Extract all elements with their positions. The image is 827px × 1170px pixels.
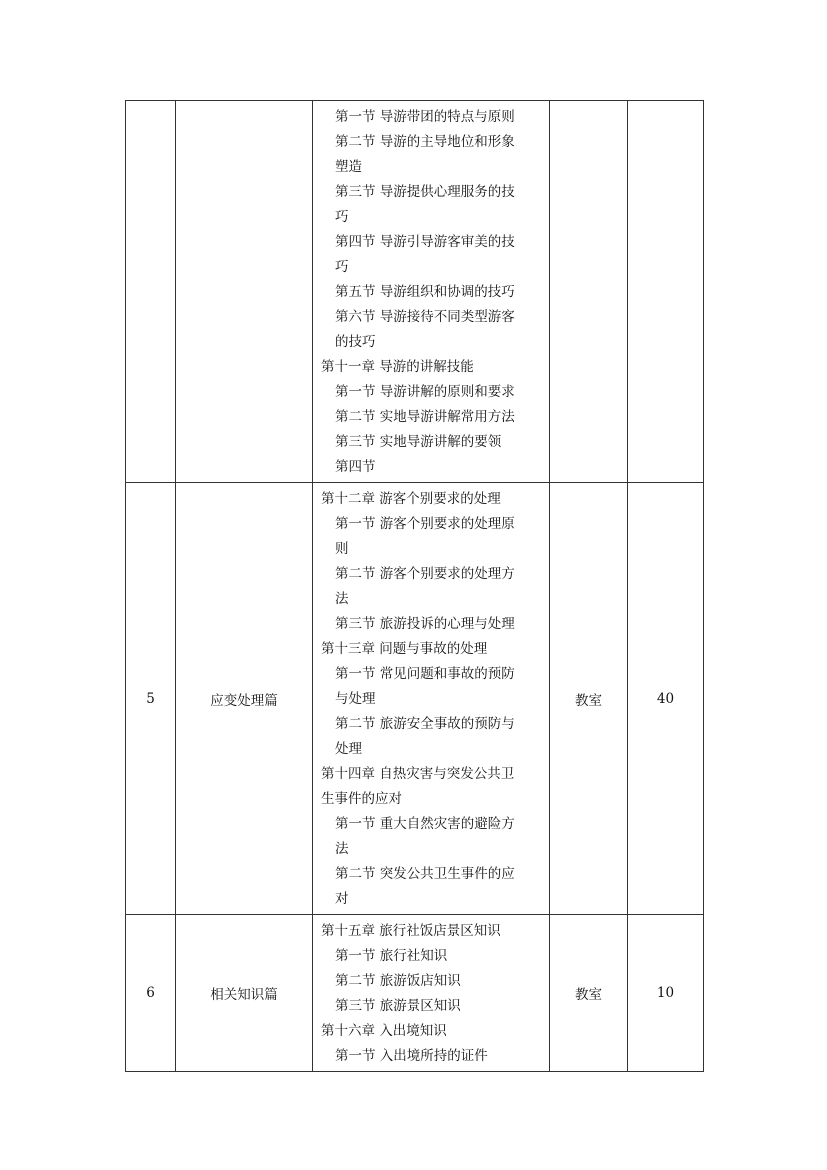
continuation-line: 塑造 bbox=[335, 159, 362, 175]
chapter-line: 第十四章 自热灾害与突发公共卫 bbox=[321, 766, 515, 782]
hours-cell: 10 bbox=[628, 915, 704, 1072]
chapter-line: 第十六章 入出境知识 bbox=[321, 1023, 447, 1039]
continuation-line: 与处理 bbox=[335, 691, 376, 707]
syllabus-table-body bbox=[126, 101, 704, 1072]
section-line: 第二节 突发公共卫生事件的应 bbox=[335, 866, 515, 882]
section-line: 第四节 导游引导游客审美的技 bbox=[335, 234, 515, 250]
chapter-line: 第十五章 旅行社饭店景区知识 bbox=[321, 923, 501, 939]
section-line: 第二节 旅游饭店知识 bbox=[335, 973, 461, 989]
section-line: 第一节 游客个别要求的处理原 bbox=[335, 516, 515, 532]
section-line: 第一节 旅行社知识 bbox=[335, 948, 448, 964]
continuation-line: 巧 bbox=[335, 259, 349, 275]
section-line: 第三节 导游提供心理服务的技 bbox=[335, 184, 515, 200]
chapter-line: 第十二章 游客个别要求的处理 bbox=[321, 491, 501, 507]
chapter-line: 第十一章 导游的讲解技能 bbox=[321, 359, 474, 375]
section-line: 第一节 常见问题和事故的预防 bbox=[335, 666, 515, 682]
section-line: 第三节 旅游投诉的心理与处理 bbox=[335, 616, 515, 632]
section-line: 第六节 导游接待不同类型游客 bbox=[335, 309, 515, 325]
section-line: 第三节 旅游景区知识 bbox=[335, 998, 461, 1014]
section-line: 第四节 bbox=[335, 459, 376, 475]
unit-name-cell bbox=[176, 101, 313, 483]
section-line: 第三节 实地导游讲解的要领 bbox=[335, 434, 502, 450]
section-line: 第一节 入出境所持的证件 bbox=[335, 1048, 488, 1064]
chapter-line: 生事件的应对 bbox=[321, 791, 402, 807]
table-row bbox=[126, 101, 704, 483]
continuation-line: 巧 bbox=[335, 209, 349, 225]
row-number-cell: 6 bbox=[126, 915, 176, 1072]
content-cell bbox=[313, 915, 550, 1072]
section-line: 第一节 重大自然灾害的避险方 bbox=[335, 816, 515, 832]
syllabus-table bbox=[125, 100, 704, 1072]
location-cell: 教室 bbox=[550, 483, 628, 915]
row-number-cell: 5 bbox=[126, 483, 176, 915]
section-line: 第二节 实地导游讲解常用方法 bbox=[335, 409, 515, 425]
hours-cell: 40 bbox=[628, 483, 704, 915]
continuation-line: 处理 bbox=[335, 741, 362, 757]
continuation-line: 的技巧 bbox=[335, 334, 376, 350]
chapter-line: 第十三章 问题与事故的处理 bbox=[321, 641, 488, 657]
continuation-line: 对 bbox=[335, 891, 349, 907]
section-line: 第二节 旅游安全事故的预防与 bbox=[335, 716, 515, 732]
location-cell: 教室 bbox=[550, 915, 628, 1072]
section-line: 第二节 游客个别要求的处理方 bbox=[335, 566, 515, 582]
section-line: 第五节 导游组织和协调的技巧 bbox=[335, 284, 515, 300]
section-line: 第一节 导游讲解的原则和要求 bbox=[335, 384, 515, 400]
section-line: 第一节 导游带团的特点与原则 bbox=[335, 109, 515, 125]
hours-cell bbox=[628, 101, 704, 483]
content-cell bbox=[313, 101, 550, 483]
continuation-line: 则 bbox=[335, 541, 349, 557]
unit-name-cell: 相关知识篇 bbox=[176, 915, 313, 1072]
table-row bbox=[126, 915, 704, 1072]
row-number-cell bbox=[126, 101, 176, 483]
continuation-line: 法 bbox=[335, 591, 349, 607]
unit-name-cell: 应变处理篇 bbox=[176, 483, 313, 915]
section-line: 第二节 导游的主导地位和形象 bbox=[335, 134, 515, 150]
table-row bbox=[126, 483, 704, 915]
content-cell bbox=[313, 483, 550, 915]
location-cell bbox=[550, 101, 628, 483]
continuation-line: 法 bbox=[335, 841, 349, 857]
